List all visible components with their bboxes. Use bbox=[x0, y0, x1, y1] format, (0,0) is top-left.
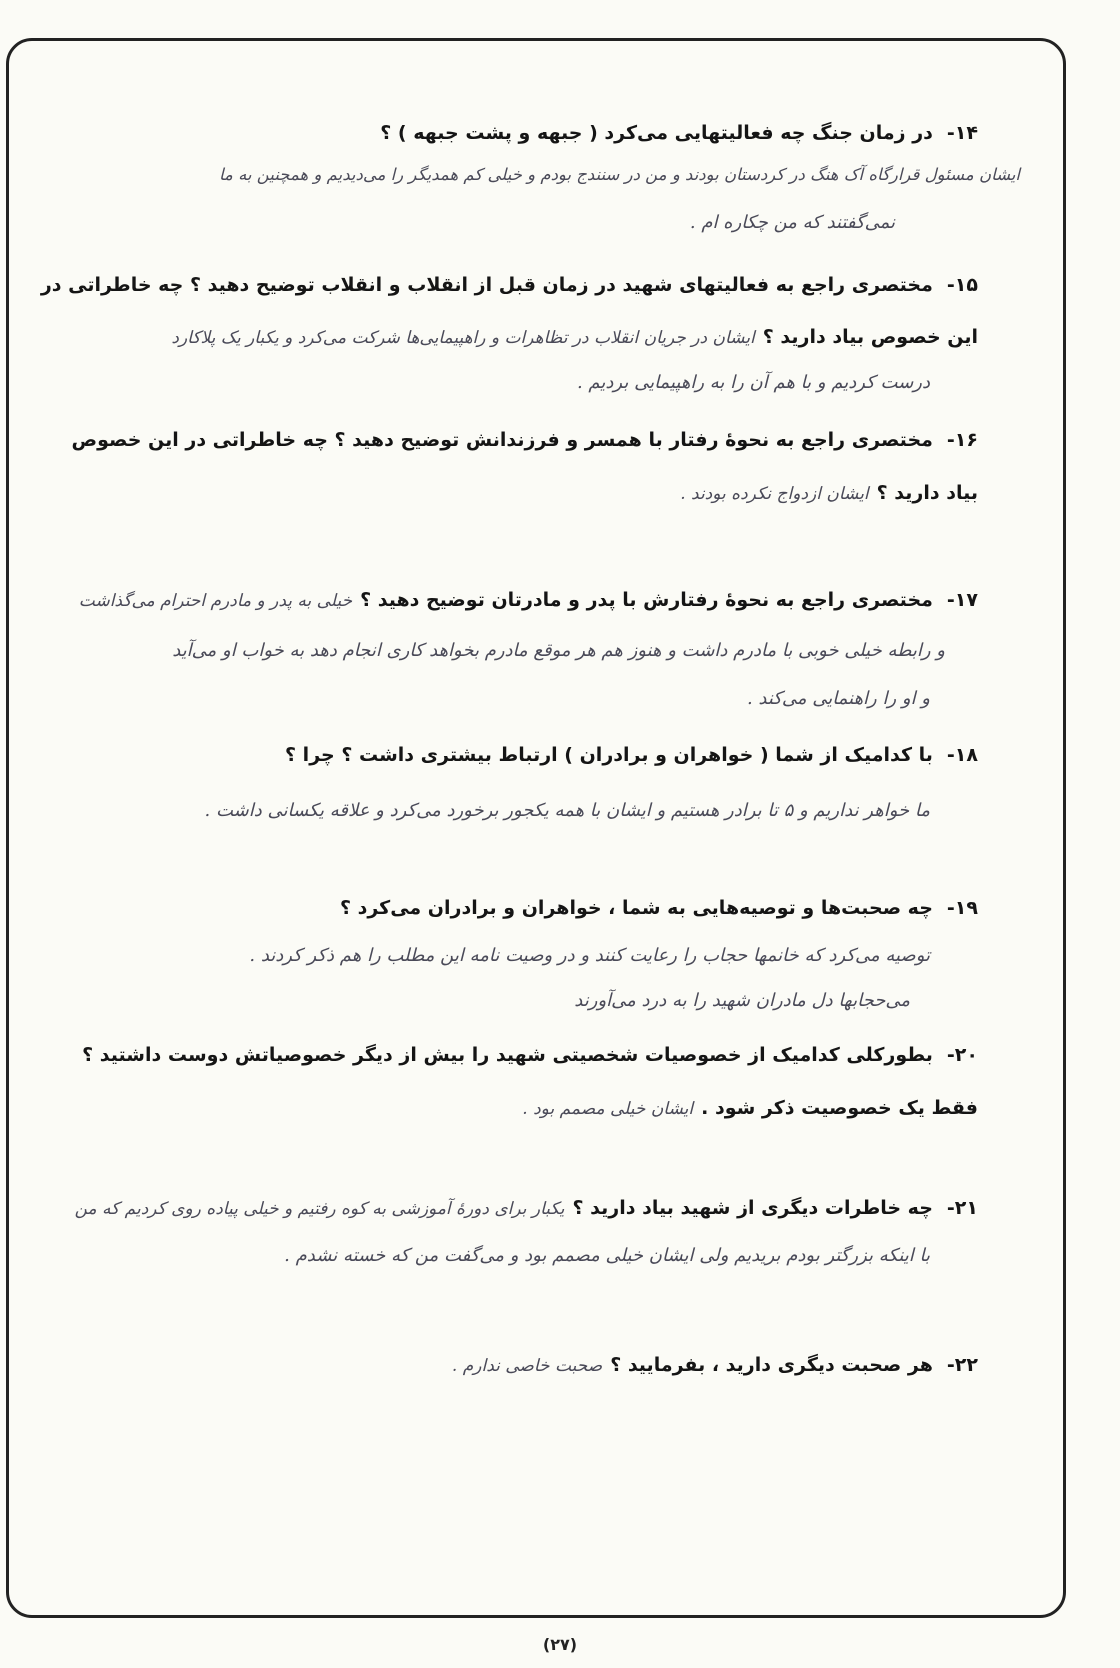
question-number: ۲۲- bbox=[946, 1354, 978, 1376]
question-number: ۱۴- bbox=[946, 122, 978, 144]
question-16-continued bbox=[680, 478, 978, 508]
question-15-continued bbox=[171, 322, 978, 352]
question-text: بطورکلی کدامیک از خصوصیات شخصیتی شهید را بیش از دیگر خصوصیاتش دوست داشتید ؟ bbox=[82, 1044, 933, 1066]
answer-line: و رابطه خیلی خوبی با مادرم داشت و هنوز هم هر موقع مادرم بخواهد کاری انجام دهد به خواب او می‌آید bbox=[172, 640, 945, 661]
question-text: هر صحبت دیگری دارید ، بفرمایید ؟ bbox=[610, 1354, 933, 1376]
question-text: در زمان جنگ چه فعالیتهایی می‌کرد ( جبهه و پشت جبهه ) ؟ bbox=[380, 122, 933, 144]
answer-line: توصیه می‌کرد که خانمها حجاب را رعایت کنند و در وصیت نامه این مطلب را هم ذکر کردند . bbox=[249, 945, 930, 966]
answer-line: نمی‌گفتند که من چکاره ام . bbox=[689, 212, 895, 233]
answer-line: می‌حجابها دل مادران شهید را به درد می‌آورند bbox=[574, 990, 910, 1011]
question-number: ۱۸- bbox=[946, 744, 978, 766]
question-15 bbox=[41, 270, 978, 300]
answer-line: ما خواهر نداریم و ۵ تا برادر هستیم و ایشان با همه یکجور برخورد می‌کرد و علاقه یکسانی داشت . bbox=[204, 800, 930, 821]
inline-answer: صحبت خاصی ندارم . bbox=[451, 1356, 603, 1376]
question-16 bbox=[72, 425, 978, 455]
question-22 bbox=[452, 1350, 978, 1380]
page-number: (۲۷) bbox=[542, 1635, 578, 1654]
question-number: ۱۶- bbox=[946, 429, 978, 451]
inline-answer: یکبار برای دورهٔ آموزشی به کوه رفتیم و خیلی پیاده روی کردیم که من bbox=[74, 1199, 565, 1219]
question-14 bbox=[380, 118, 978, 148]
question-number: ۱۹- bbox=[946, 897, 978, 919]
answer-line: درست کردیم و با هم آن را به راهپیمایی بردیم . bbox=[576, 372, 930, 393]
question-17 bbox=[79, 585, 978, 615]
inline-answer: خیلی به پدر و مادرم احترام می‌گذاشت bbox=[78, 591, 353, 611]
question-text: این خصوص بیاد دارید ؟ bbox=[762, 326, 978, 348]
question-text: چه صحبت‌ها و توصیه‌هایی به شما ، خواهران و برادران می‌کرد ؟ bbox=[339, 897, 933, 919]
question-number: ۱۷- bbox=[946, 589, 978, 611]
question-21 bbox=[75, 1193, 978, 1223]
inline-answer: ایشان خیلی مصمم بود . bbox=[522, 1099, 694, 1119]
answer-line: با اینکه بزرگتر بودم بریدیم ولی ایشان خیلی مصمم بود و می‌گفت من که خسته نشدم . bbox=[284, 1245, 930, 1266]
question-number: ۲۰- bbox=[946, 1044, 978, 1066]
question-19 bbox=[340, 893, 978, 923]
question-number: ۲۱- bbox=[946, 1197, 978, 1219]
question-number: ۱۵- bbox=[946, 274, 978, 296]
question-text: مختصری راجع به نحوهٔ رفتار با همسر و فرزندانش توضیح دهید ؟ چه خاطراتی در این خصوص bbox=[71, 429, 933, 451]
answer-line: ایشان مسئول قرارگاه آک هنگ در کردستان بودند و من در سنندج بودم و خیلی کم همدیگر را می‌دیدیم و همچنین به ما bbox=[219, 165, 1020, 184]
question-text: فقط یک خصوصیت ذکر شود . bbox=[701, 1097, 978, 1119]
question-20-continued bbox=[522, 1093, 978, 1123]
question-18 bbox=[285, 740, 978, 770]
inline-answer: ایشان در جریان انقلاب در تظاهرات و راهپیمایی‌ها شرکت می‌کرد و یکبار یک پلاکارد bbox=[171, 328, 755, 348]
question-text: چه خاطرات دیگری از شهید بیاد دارید ؟ bbox=[572, 1197, 933, 1219]
question-20 bbox=[82, 1040, 978, 1070]
inline-answer: ایشان ازدواج نکرده بودند . bbox=[680, 484, 869, 504]
question-text: با کدامیک از شما ( خواهران و برادران ) ارتباط بیشتری داشت ؟ چرا ؟ bbox=[285, 744, 933, 766]
question-text: مختصری راجع به فعالیتهای شهید در زمان قبل از انقلاب و انقلاب توضیح دهید ؟ چه خاطراتی در bbox=[40, 274, 933, 296]
question-text: بیاد دارید ؟ bbox=[876, 482, 978, 504]
question-text: مختصری راجع به نحوهٔ رفتارش با پدر و مادرتان توضیح دهید ؟ bbox=[360, 589, 933, 611]
answer-line: و او را راهنمایی می‌کند . bbox=[746, 688, 930, 709]
